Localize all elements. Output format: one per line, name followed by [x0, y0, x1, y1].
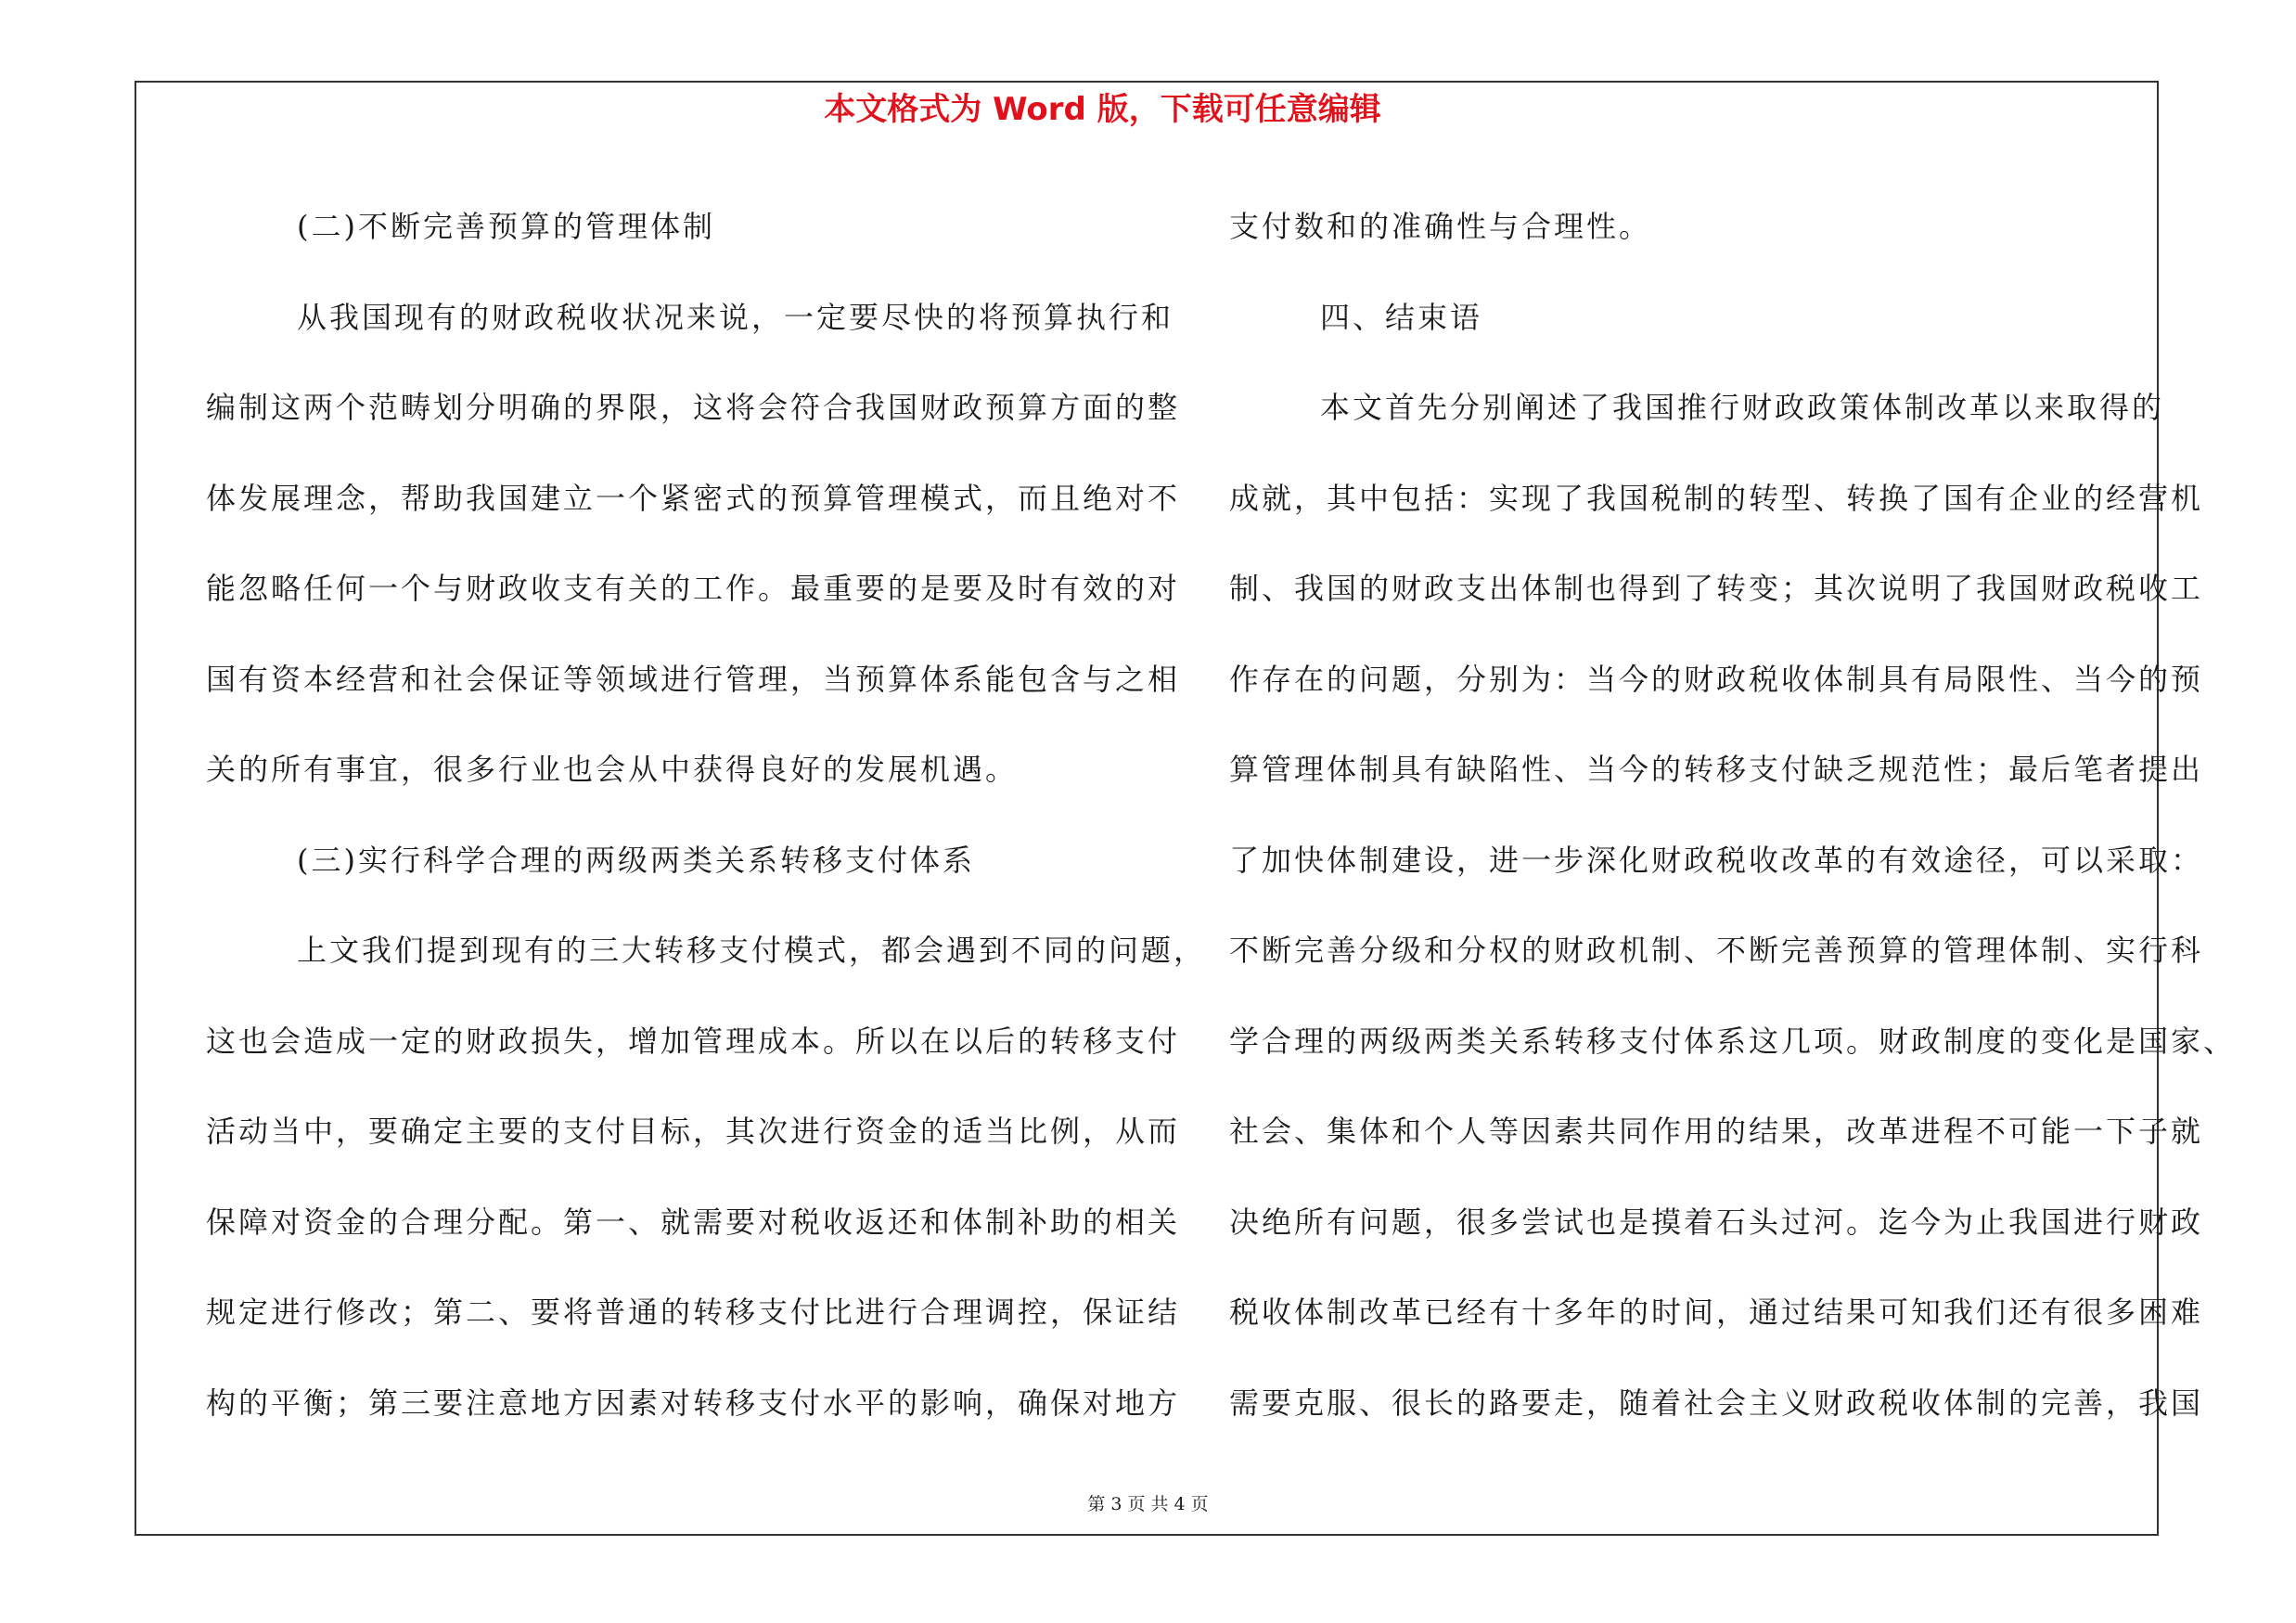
text-line: 学合理的两级两类关系转移支付体系这几项。财政制度的变化是国家、	[1229, 1023, 2237, 1059]
left-column	[206, 182, 1207, 1449]
text-line: 不断完善分级和分权的财政机制、不断完善预算的管理体制、实行科	[1229, 933, 2204, 968]
text-line: (三)实行科学合理的两级两类关系转移支付体系	[297, 842, 975, 878]
header-banner: 本文格式为 Word 版，下载可任意编辑	[824, 91, 1381, 128]
text-line: 税收体制改革已经有十多年的时间，通过结果可知我们还有很多困难	[1229, 1295, 2204, 1330]
text-line: 社会、集体和个人等因素共同作用的结果，改革进程不可能一下子就	[1229, 1114, 2204, 1149]
text-line: 成就，其中包括：实现了我国税制的转型、转换了国有企业的经营机	[1229, 480, 2204, 516]
text-line: 编制这两个范畴划分明确的界限，这将会符合我国财政预算方面的整	[206, 390, 1181, 425]
text-line: 活动当中，要确定主要的支付目标，其次进行资金的适当比例，从而	[206, 1114, 1181, 1149]
text-line: 四、结束语	[1320, 299, 1483, 335]
text-line: 这也会造成一定的财政损失，增加管理成本。所以在以后的转移支付	[206, 1023, 1181, 1059]
text-line: 体发展理念，帮助我国建立一个紧密式的预算管理模式，而且绝对不	[206, 480, 1181, 516]
text-line: 了加快体制建设，进一步深化财政税收改革的有效途径，可以采取：	[1229, 842, 2204, 878]
text-line: 能忽略任何一个与财政收支有关的工作。最重要的是要及时有效的对	[206, 571, 1181, 606]
text-line: 规定进行修改；第二、要将普通的转移支付比进行合理调控，保证结	[206, 1295, 1181, 1330]
text-line: 制、我国的财政支出体制也得到了转变；其次说明了我国财政税收工	[1229, 571, 2204, 606]
right-column	[1229, 182, 2237, 1449]
text-line: 保障对资金的合理分配。第一、就需要对税收返还和体制补助的相关	[206, 1204, 1181, 1240]
text-line: 本文首先分别阐述了我国推行财政政策体制改革以来取得的	[1320, 390, 2165, 425]
text-line: (二)不断完善预算的管理体制	[297, 209, 715, 244]
text-line: 从我国现有的财政税收状况来说，一定要尽快的将预算执行和	[297, 299, 1174, 335]
text-line: 上文我们提到现有的三大转移支付模式，都会遇到不同的问题，	[297, 933, 1207, 968]
text-line: 国有资本经营和社会保证等领域进行管理，当预算体系能包含与之相	[206, 661, 1181, 697]
text-line: 支付数和的准确性与合理性。	[1229, 209, 1652, 244]
page-number-footer: 第 3 页 共 4 页	[1087, 1494, 1209, 1514]
text-line: 决绝所有问题，很多尝试也是摸着石头过河。迄今为止我国进行财政	[1229, 1204, 2204, 1240]
text-line: 作存在的问题，分别为：当今的财政税收体制具有局限性、当今的预	[1229, 661, 2204, 697]
text-line: 算管理体制具有缺陷性、当今的转移支付缺乏规范性；最后笔者提出	[1229, 752, 2204, 787]
text-line: 构的平衡；第三要注意地方因素对转移支付水平的影响，确保对地方	[206, 1385, 1181, 1421]
text-line: 关的所有事宜，很多行业也会从中获得良好的发展机遇。	[206, 752, 1019, 787]
text-line: 需要克服、很长的路要走，随着社会主义财政税收体制的完善，我国	[1229, 1385, 2204, 1421]
